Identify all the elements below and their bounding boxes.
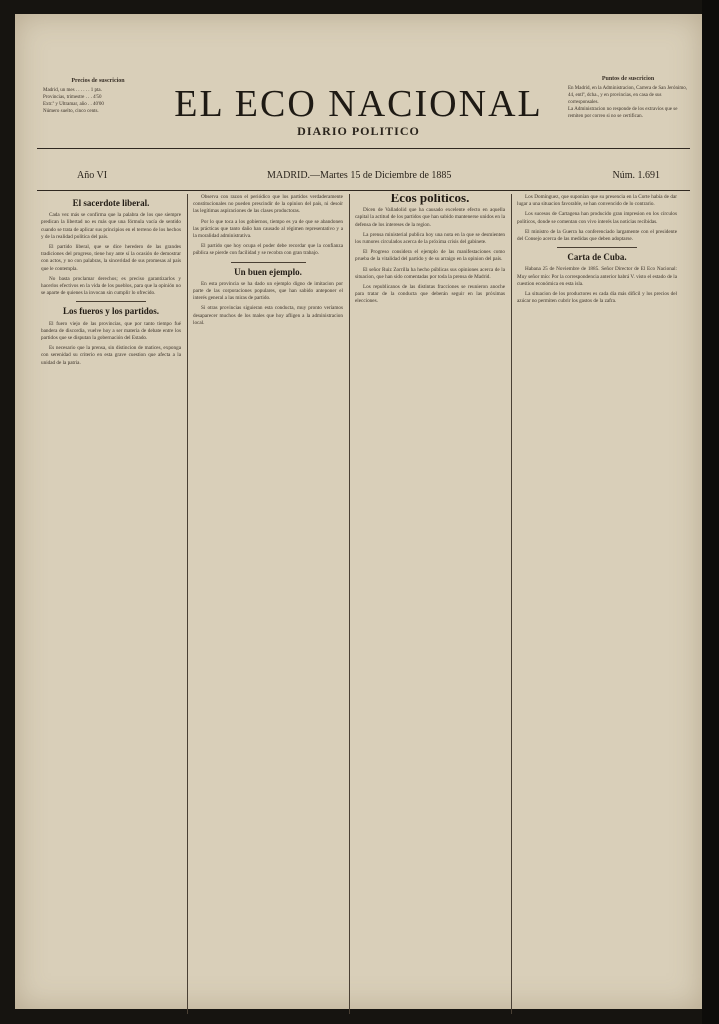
- column-3: [355, 194, 505, 999]
- article-paragraph: No basta proclamar derechos; es preciso garantizarlos y hacerlos efectivos en la vida de los pueblos, para que la opinión no se aparte de quienes la invocan sin cumplir lo ofrecido.: [41, 275, 181, 297]
- article-paragraph: Los sucesos de Cartagena han producido gran impresion en los círculos políticos, donde se comentan con vivo interés las noticias recibidas.: [517, 211, 677, 225]
- article-paragraph: El ministro de la Guerra ha conferenciado largamente con el presidente del Consejo acerca de las medidas que deben adoptarse.: [517, 228, 677, 243]
- article-paragraph: La situacion de los productores es cada día más difícil y los precios del azúcar no permiten cubrir los gastos de la zafra.: [517, 291, 677, 305]
- points-line: La Administracion no responde de los extravíos que se remiten por correo si no se certifican.: [568, 107, 678, 119]
- article-paragraph: En esta provincia se ha dado un ejemplo digno de imitacion por parte de las corporaciones populares, que han sabido anteponer el interés general a las miras de partido.: [193, 280, 343, 302]
- article-paragraph: El fuero viejo de las provincias, que por tanto tiempo fué bandera de discordia, vuelve hoy a ser materia de debate entre los partidos que se disputan la gobernación del Estado.: [41, 320, 181, 342]
- article-separator: [231, 262, 306, 263]
- subscription-prices-heading: Precios de suscricion: [71, 78, 125, 84]
- article-paragraph: Habana 25 de Noviembre de 1885. Señor Director de El Eco Nacional: Muy señor mío: Por la correspondencia anterior habrá V. visto el estado de la cuestion económica en esta isla.: [517, 266, 677, 287]
- article-separator: [76, 301, 146, 302]
- price-line: Extr.º y Ultramar, año . . 40'00: [43, 102, 104, 107]
- issue-place-date: MADRID.—Martes 15 de Diciembre de 1885: [267, 170, 452, 181]
- article-heading: Los fueros y los partidos.: [62, 306, 160, 317]
- article-heading: Ecos políticos.: [390, 194, 470, 205]
- article-paragraph: Si otras provincias siguieran esta conducta, muy pronto veríamos desaparecer muchos de los males que hoy afligen a la administracion local.: [193, 305, 343, 326]
- article-paragraph: El Progreso considera el ejemplo de las manifestaciones como prueba de la vitalidad del partido y de su arraigo en la opinion del país.: [355, 249, 505, 263]
- column-divider: [511, 194, 512, 1014]
- article-heading: Un buen ejemplo.: [234, 266, 302, 277]
- article-paragraph: El partido liberal, que se dice heredero de las grandes tradiciones del progreso, tiene hoy ante sí la ocasión de demostrar con actos, y no con palabras, la sinceridad de sus promesas al país que le contempla.: [41, 244, 181, 272]
- price-line: Provincias, trimestre . . . 4'50: [43, 95, 102, 100]
- info-rule: [37, 190, 690, 191]
- article-paragraph: Dicen de Valladolid que ha causado excelente efecto en aquella capital la actitud de los partidos que han sabido mantenerse unidos en la defensa de los intereses de la region.: [355, 207, 505, 228]
- column-2: [193, 194, 343, 999]
- issue-year: Año VI: [77, 170, 108, 181]
- newspaper-title: EL ECO NACIONAL: [174, 83, 543, 125]
- masthead-rule: [37, 148, 690, 149]
- column-1: [41, 194, 181, 999]
- article-paragraph: Los Domínguez, que suponían que su presencia en la Corte había de dar lugar a una situacion favorable, se han convencido de lo contrario.: [517, 194, 677, 208]
- newspaper-subtitle: DIARIO POLITICO: [297, 124, 420, 138]
- subscription-points-heading: Puntos de suscricion: [601, 76, 655, 82]
- subscription-points-box: [568, 76, 688, 120]
- column-divider: [187, 194, 188, 1014]
- article-paragraph: Por lo que toca a los gobiernos, tiempo es ya de que se abandonen las prácticas que tanto daño han causado al régimen representativo y a la moralidad administrativa.: [193, 218, 343, 240]
- price-line: Número suelto, cinco cents.: [43, 109, 99, 114]
- points-line: En Madrid, en la Administracion, Carrera de San Jerónimo, 44, entlº, dcha., y en provincias, en casa de sus corresponsales.: [568, 86, 687, 105]
- article-heading: El sacerdote liberal.: [72, 198, 150, 208]
- price-line: Madrid, un mes . . . . . . 1 pta.: [43, 88, 102, 93]
- scan-border: [702, 0, 719, 1024]
- article-heading: Carta de Cuba.: [567, 252, 627, 263]
- issue-info-line: [37, 166, 690, 188]
- article-separator: [557, 247, 637, 248]
- masthead: [15, 62, 702, 162]
- newspaper-page: [15, 14, 702, 1009]
- article-paragraph: El señor Ruiz Zorrilla ha hecho públicas sus opiniones acerca de la situacion, que han sido comentadas por toda la prensa de Madrid.: [355, 266, 505, 280]
- article-paragraph: El partido que hoy ocupa el poder debe recordar que la confianza pública se pierde con facilidad y se recobra con gran trabajo.: [193, 243, 343, 257]
- article-paragraph: Los republicanos de las distintas fracciones se reunieron anoche para tratar de la conducta que deberán seguir en las próximas elecciones.: [355, 284, 505, 305]
- article-paragraph: Cada vez más se confirma que la palabra de los que siempre predican la libertad no es más que una fórmula vacía de sentido cuando se trata de aplicar sus principios en el terreno de los hechos y de la realidad política del país.: [41, 212, 181, 240]
- article-paragraph: Es necesario que la prensa, sin distincion de matices, exponga con serenidad su criterio en esta grave cuestion que afecta a la unidad de la patria.: [41, 345, 181, 366]
- issue-number: Núm. 1.691: [612, 170, 660, 181]
- article-paragraph: La prensa ministerial publica hoy una nota en la que se desmienten los rumores circulados acerca de la próxima crisis del gabinete.: [355, 231, 505, 246]
- article-paragraph: Observa con razon el periódico que los partidos verdaderamente constitucionales no pueden prescindir de la opinion del país, ni desoír las legítimas aspiraciones de las clases productoras.: [193, 194, 343, 215]
- column-4: [517, 194, 677, 999]
- column-divider: [349, 194, 350, 1014]
